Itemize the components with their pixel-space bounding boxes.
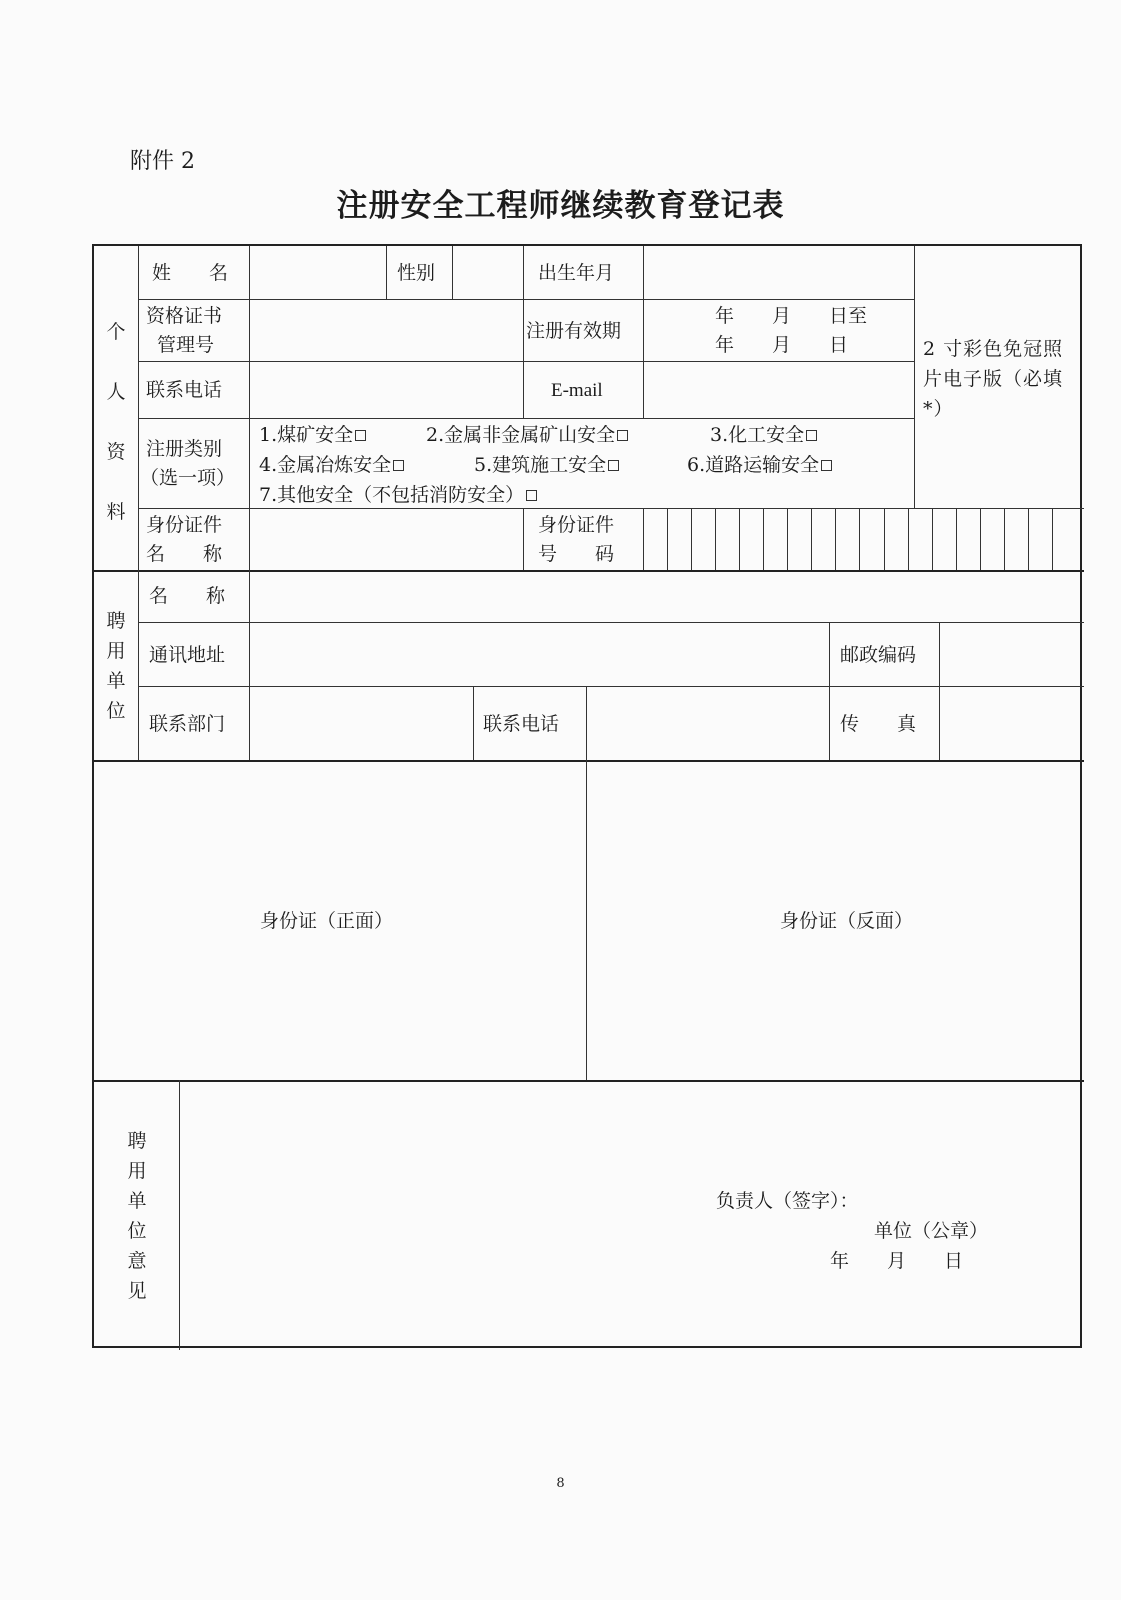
dept-field[interactable] [250, 687, 473, 760]
category-option-label: 2.金属非金属矿山安全 [426, 424, 616, 446]
name-field[interactable] [250, 246, 386, 299]
category-option-label: 6.道路运输安全 [687, 454, 820, 476]
phone-label: 联系电话 [146, 379, 223, 401]
category-option-label: 4.金属冶炼安全 [259, 454, 392, 476]
id-digit-line [980, 508, 981, 570]
category-option[interactable] [710, 420, 817, 450]
cert-label-line-2: 管理号 [157, 334, 215, 356]
address-label: 通讯地址 [149, 644, 226, 666]
validity-label: 注册有效期 [526, 320, 622, 342]
employer-name-field[interactable] [250, 571, 1084, 622]
checkbox[interactable] [355, 430, 366, 441]
employer-phone-field[interactable] [587, 687, 829, 760]
phone-field[interactable] [250, 362, 523, 418]
id-digit-line [932, 508, 933, 570]
opinion-section-label: 聘 用 单 位 意 见 [127, 1130, 147, 1302]
category-label-line-2: （选一项） [140, 467, 236, 489]
col-line [523, 508, 524, 570]
col-line [179, 1080, 180, 1350]
id-digit-line [859, 508, 860, 570]
id-digit-line [884, 508, 885, 570]
id-digit-line [811, 508, 812, 570]
registration-table [92, 244, 1082, 1348]
col-line [138, 246, 139, 760]
postcode-label: 邮政编码 [840, 644, 917, 666]
category-option[interactable] [474, 450, 619, 480]
cert-number-field[interactable] [250, 300, 523, 361]
checkbox[interactable] [526, 490, 537, 501]
category-option[interactable] [687, 450, 832, 480]
email-field[interactable] [644, 362, 914, 418]
col-line [523, 246, 524, 418]
section-divider [94, 760, 1084, 762]
seal-label: 单位（公章） [874, 1220, 989, 1242]
dept-label: 联系部门 [149, 713, 226, 735]
category-option[interactable] [259, 420, 366, 450]
row-line [138, 418, 914, 419]
photo-note: 2 寸彩色免冠照片电子版（必填*） [923, 338, 1064, 420]
category-label-line-1: 注册类别 [146, 438, 223, 460]
id-digit-line [715, 508, 716, 570]
checkbox[interactable] [821, 460, 832, 471]
name-label: 姓 名 [152, 262, 229, 284]
checkbox[interactable] [393, 460, 404, 471]
birth-label: 出生年月 [538, 262, 615, 284]
gender-label: 性别 [397, 262, 436, 284]
email-label: E-mail [551, 380, 603, 401]
category-option[interactable] [426, 420, 628, 450]
validity-from[interactable]: 年 月 日至 [715, 305, 868, 327]
id-digit-line [1028, 508, 1029, 570]
section-divider [94, 1080, 1084, 1082]
category-option[interactable] [259, 480, 537, 510]
opinion-date: 年 月 日 [830, 1250, 964, 1272]
col-line [386, 246, 387, 299]
page-number: 8 [556, 1476, 565, 1491]
col-line [473, 686, 474, 760]
category-option-label: 7.其他安全（不包括消防安全） [259, 484, 525, 506]
id-type-field[interactable] [250, 509, 523, 570]
id-digit-line [1052, 508, 1053, 570]
id-number-label-line-1: 身份证件 [538, 514, 615, 536]
validity-to[interactable]: 年 月 日 [715, 334, 849, 356]
id-digit-line [739, 508, 740, 570]
checkbox[interactable] [608, 460, 619, 471]
attachment-label: 附件 2 [130, 149, 195, 174]
fax-label: 传 真 [840, 713, 917, 735]
employer-section-label: 聘 用 单 位 [106, 610, 126, 722]
category-option-label: 5.建筑施工安全 [474, 454, 607, 476]
id-digit-line [956, 508, 957, 570]
category-option[interactable] [259, 450, 404, 480]
category-option-label: 3.化工安全 [710, 424, 805, 446]
id-type-label-line-2: 名 称 [146, 543, 223, 565]
id-digit-line [763, 508, 764, 570]
postcode-field[interactable] [940, 623, 1084, 686]
id-card-front-label: 身份证（正面） [260, 910, 394, 932]
id-digit-line [1004, 508, 1005, 570]
category-option-label: 1.煤矿安全 [259, 424, 354, 446]
id-digit-line [787, 508, 788, 570]
gender-field[interactable] [453, 246, 523, 299]
employer-name-label: 名 称 [149, 585, 226, 607]
col-line [643, 508, 644, 570]
col-line [829, 622, 830, 760]
form-title: 注册安全工程师继续教育登记表 [336, 188, 785, 224]
id-digit-line [667, 508, 668, 570]
col-line [914, 246, 915, 508]
id-digit-line [835, 508, 836, 570]
personal-section-label: 个 人 资 料 [106, 321, 126, 523]
id-card-divider [586, 760, 587, 1080]
birth-field[interactable] [644, 246, 914, 299]
id-digit-line [908, 508, 909, 570]
id-type-label-line-1: 身份证件 [146, 514, 223, 536]
fax-field[interactable] [940, 687, 1084, 760]
signer-label: 负责人（签字）： [716, 1190, 859, 1212]
checkbox[interactable] [617, 430, 628, 441]
id-card-back-label: 身份证（反面） [780, 910, 914, 932]
employer-phone-label: 联系电话 [483, 713, 560, 735]
id-digit-line [691, 508, 692, 570]
checkbox[interactable] [806, 430, 817, 441]
address-field[interactable] [250, 623, 829, 686]
cert-label-line-1: 资格证书 [146, 305, 223, 327]
id-number-label-line-2: 号 码 [538, 543, 615, 565]
